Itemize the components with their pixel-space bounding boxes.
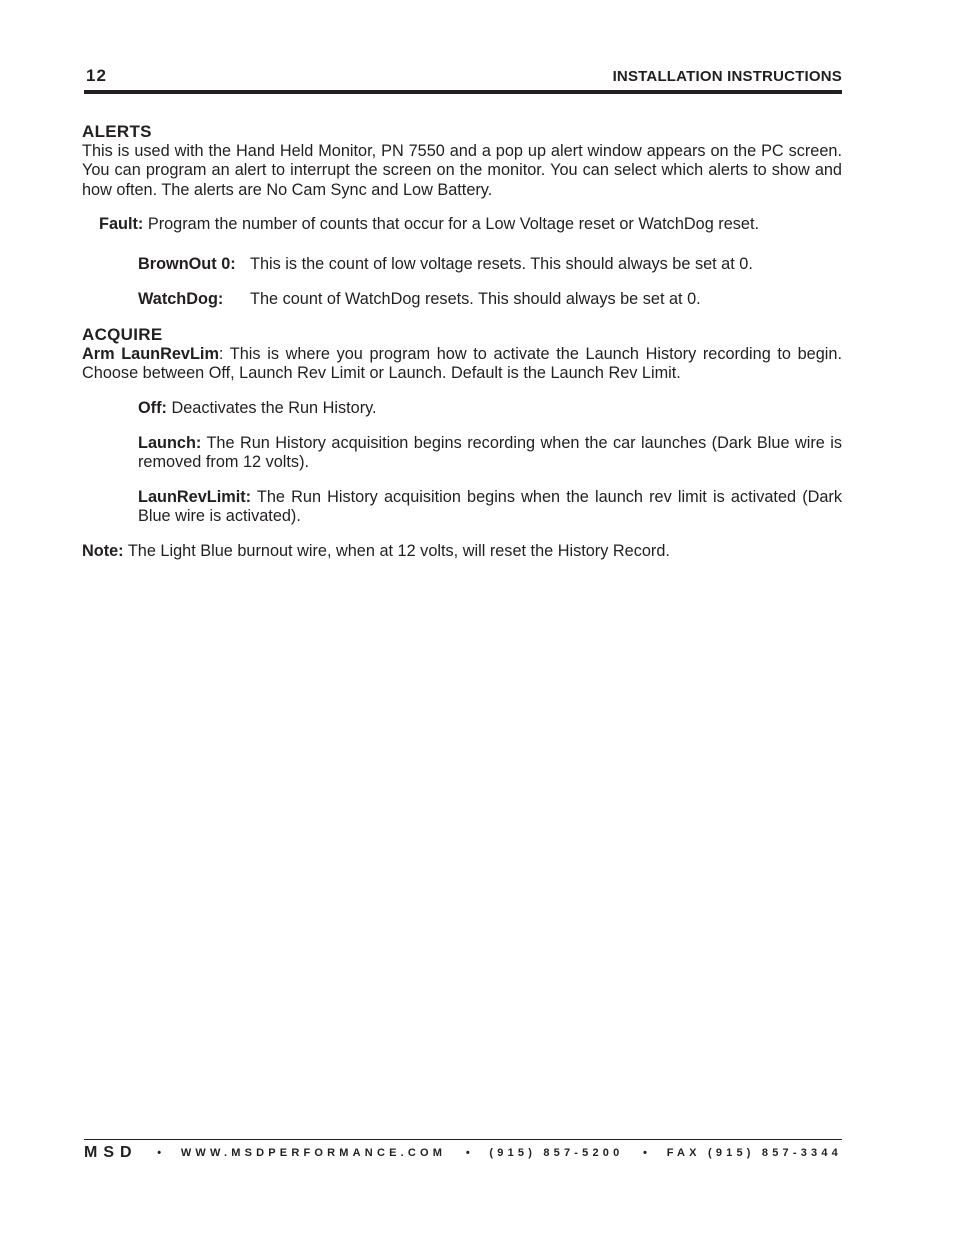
note-paragraph [82, 542, 842, 562]
arm-label: Arm LaunRevLim [82, 344, 219, 363]
footer-website: WWW.MSDPERFORMANCE.COM [180, 1147, 447, 1159]
arm-text: : This is where you program how to activate the Launch History recording to begin. Choose between Off, Launch Rev Limit or Launch. Default is the Launch Rev Limit. [82, 344, 842, 383]
launrevlimit-text: The Run History acquisition begins when the launch rev limit is activated (Dark Blue wire is activated). [138, 487, 842, 526]
note-label: Note: [82, 541, 124, 560]
footer-brand: MSD [84, 1144, 138, 1161]
footer-separator: • [157, 1147, 162, 1159]
off-label: Off: [138, 398, 167, 417]
footer-fax: FAX (915) 857-3344 [666, 1147, 842, 1159]
page-number: 12 [86, 66, 107, 85]
page-header [84, 64, 842, 94]
footer-phone: (915) 857-5200 [489, 1147, 624, 1159]
launrevlimit-label: LaunRevLimit: [138, 487, 252, 506]
brownout-definition [82, 255, 842, 275]
launrevlimit-paragraph [82, 488, 842, 527]
launch-paragraph [82, 434, 842, 473]
fault-label: Fault: [99, 215, 144, 234]
brownout-text: This is the count of low voltage resets. This should always be set at 0. [250, 254, 753, 273]
off-text: Deactivates the Run History. [166, 398, 377, 417]
launch-label: Launch: [138, 433, 202, 452]
alerts-intro: This is used with the Hand Held Monitor, PN 7550 and a pop up alert window appears on the PC screen. You can program an alert to interrupt the screen on the monitor. You can select which alerts to show and how often. The alerts are No Cam Sync and Low Battery. [82, 141, 842, 199]
watchdog-label: WatchDog: [138, 289, 224, 308]
acquire-heading: ACQUIRE [82, 325, 163, 345]
fault-paragraph [82, 215, 842, 235]
alerts-heading: ALERTS [82, 122, 152, 141]
launch-text: The Run History acquisition begins recording when the car launches (Dark Blue wire is removed from 12 volts). [138, 433, 842, 472]
page-content [82, 122, 842, 562]
header-title: INSTALLATION INSTRUCTIONS [612, 68, 842, 85]
page-footer [84, 1143, 842, 1163]
header-rule [84, 90, 842, 94]
brownout-label: BrownOut 0: [138, 254, 236, 273]
footer-separator: • [465, 1147, 470, 1159]
fault-text: Program the number of counts that occur for a Low Voltage reset or WatchDog reset. [143, 215, 759, 234]
arm-paragraph [82, 345, 842, 384]
footer-separator: • [643, 1147, 648, 1159]
note-text: The Light Blue burnout wire, when at 12 volts, will reset the History Record. [123, 541, 670, 560]
watchdog-definition [82, 290, 842, 310]
off-paragraph [82, 399, 842, 419]
watchdog-text: The count of WatchDog resets. This should always be set at 0. [250, 289, 701, 308]
footer-rule [84, 1139, 842, 1140]
